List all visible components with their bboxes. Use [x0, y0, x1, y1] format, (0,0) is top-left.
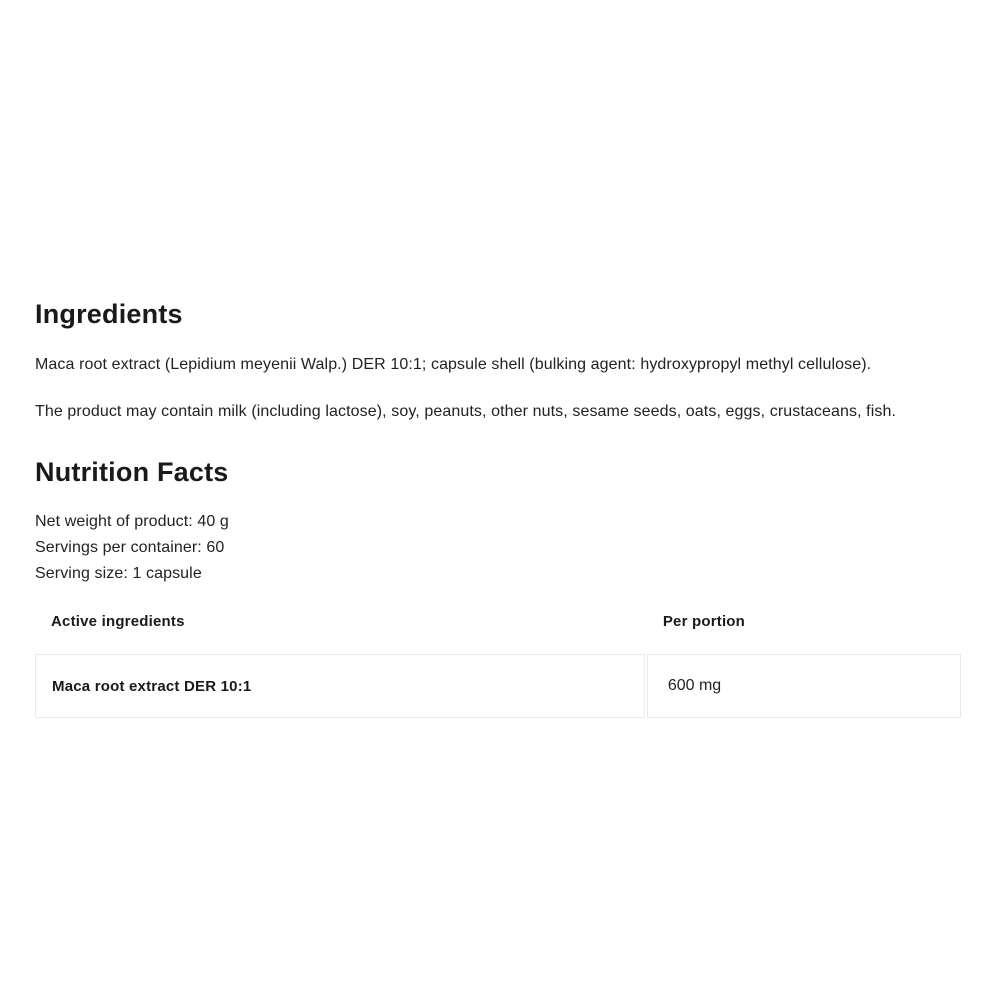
allergen-note-text: The product may contain milk (including lactose), soy, peanuts, other nuts, sesame seeds, oats, eggs, crustaceans, fish.	[35, 403, 897, 421]
column-header-per-portion: Per portion	[662, 613, 746, 631]
ingredients-composition-text: Maca root extract (Lepidium meyenii Walp.) DER 10:1; capsule shell (bulking agent: hydroxypropyl methyl cellulose).	[35, 356, 872, 374]
ingredient-name-cell: Maca root extract DER 10:1	[35, 654, 645, 718]
active-ingredients-table	[33, 611, 963, 720]
serving-size-text: Serving size: 1 capsule	[35, 565, 202, 583]
table-header-row	[35, 613, 961, 652]
serving-info-block	[35, 509, 965, 587]
net-weight-text: Net weight of product: 40 g	[35, 513, 229, 531]
servings-per-container-text: Servings per container: 60	[35, 539, 225, 557]
table-row	[35, 654, 961, 718]
ingredients-heading: Ingredients	[35, 299, 183, 329]
nutrition-facts-heading: Nutrition Facts	[35, 457, 229, 488]
column-header-active-ingredients: Active ingredients	[51, 613, 185, 631]
per-portion-value-cell: 600 mg	[647, 654, 961, 718]
